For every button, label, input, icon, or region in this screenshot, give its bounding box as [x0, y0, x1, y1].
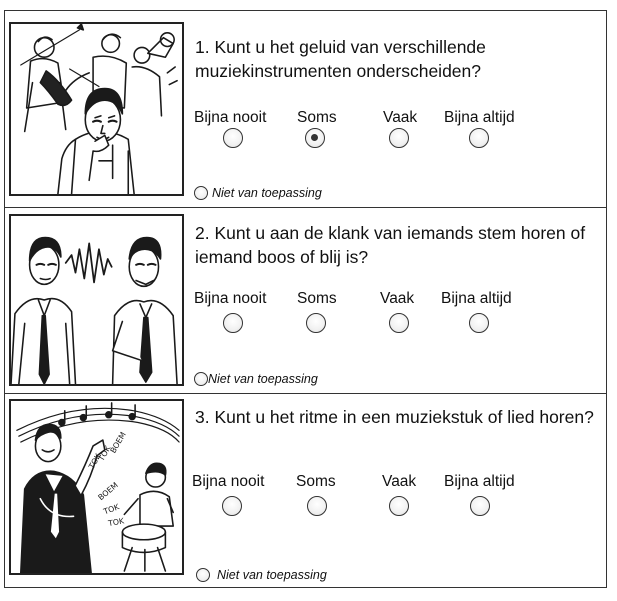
radio-q3-soms[interactable]: [307, 496, 327, 516]
question-text-3: 3. Kunt u het ritme in een muziekstuk of lied horen?: [195, 407, 594, 427]
radio-q3-vaak[interactable]: [389, 496, 409, 516]
radio-q1-soms-selected[interactable]: [305, 128, 325, 148]
option-label-bijna-nooit: Bijna nooit: [192, 473, 265, 490]
radio-q2-niet-van-toepassing[interactable]: [194, 372, 208, 386]
radio-q1-vaak[interactable]: [389, 128, 409, 148]
row-divider: [4, 393, 607, 394]
option-label-bijna-altijd: Bijna altijd: [444, 109, 515, 126]
radio-q2-bijna-altijd[interactable]: [469, 313, 489, 333]
svg-text:TOK: TOK: [87, 452, 103, 471]
option-label-soms: Soms: [297, 290, 337, 307]
radio-q2-bijna-nooit[interactable]: [223, 313, 243, 333]
dancing-drummer-icon: [9, 399, 184, 575]
radio-q3-bijna-nooit[interactable]: [222, 496, 242, 516]
radio-q3-bijna-altijd[interactable]: [470, 496, 490, 516]
option-label-bijna-altijd: Bijna altijd: [441, 290, 512, 307]
svg-text:BOEM: BOEM: [108, 430, 128, 455]
option-label-soms: Soms: [296, 473, 336, 490]
radio-q2-soms[interactable]: [306, 313, 326, 333]
row-divider: [4, 207, 607, 208]
radio-q1-niet-van-toepassing[interactable]: [194, 186, 208, 200]
not-applicable-label-2: Niet van toepassing: [208, 372, 318, 386]
option-label-soms: Soms: [297, 109, 337, 126]
option-label-bijna-altijd: Bijna altijd: [444, 473, 515, 490]
radio-q1-bijna-nooit[interactable]: [223, 128, 243, 148]
radio-q1-bijna-altijd[interactable]: [469, 128, 489, 148]
svg-text:TOK: TOK: [102, 502, 121, 517]
svg-text:BOEM: BOEM: [96, 480, 120, 503]
option-label-vaak: Vaak: [380, 290, 415, 307]
musicians-listening-icon: [9, 22, 184, 196]
not-applicable-label-1: Niet van toepassing: [212, 186, 322, 200]
question-text-1: 1. Kunt u het geluid van verschillende muziekinstrumenten onderscheiden?: [195, 37, 486, 81]
radio-q2-vaak[interactable]: [389, 313, 409, 333]
svg-text:TOK: TOK: [96, 444, 113, 463]
not-applicable-label-3: Niet van toepassing: [217, 568, 327, 582]
speaking-men-icon: [9, 214, 184, 386]
option-label-bijna-nooit: Bijna nooit: [194, 109, 267, 126]
radio-q3-niet-van-toepassing[interactable]: [196, 568, 210, 582]
option-label-bijna-nooit: Bijna nooit: [194, 290, 267, 307]
option-label-vaak: Vaak: [382, 473, 417, 490]
option-label-vaak: Vaak: [383, 109, 418, 126]
question-text-2: 2. Kunt u aan de klank van iemands stem horen of iemand boos of blij is?: [195, 223, 586, 267]
svg-text:TOK: TOK: [107, 516, 125, 529]
